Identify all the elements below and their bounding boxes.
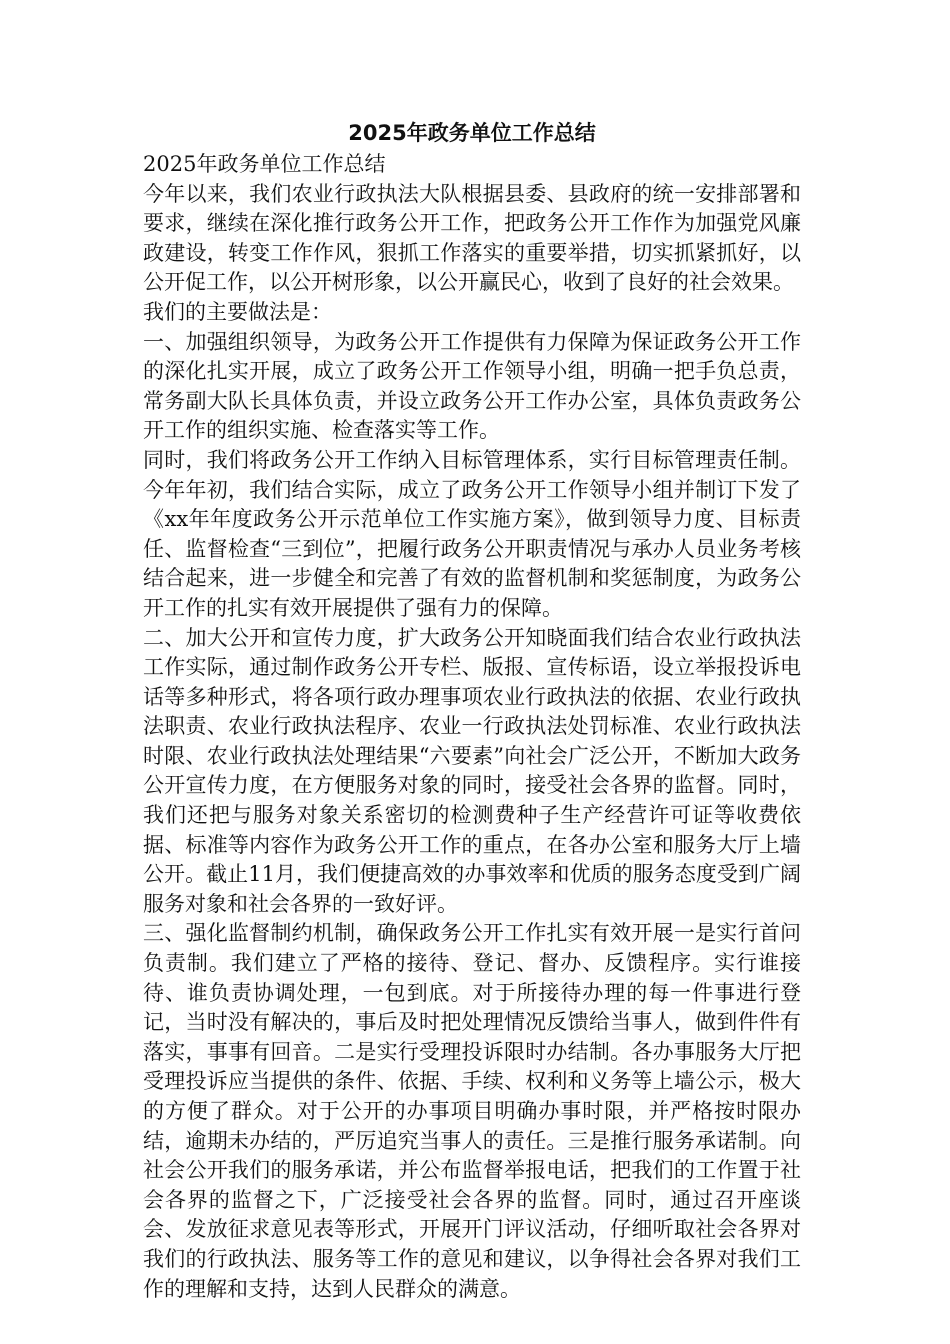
section-three-paragraph: 三、强化监督制约机制，确保政务公开工作扎实有效开展一是实行首问负责制。我们建立了严格的接待、登记、督办、反馈程序。实行谁接待、谁负责协调处理，一包到底。对于所接待办理的每一件事进行登记，当时没有解决的，事后及时把处理情况反馈给当事人，做到件件有落实，事事有回音。二是实行受理投诉限时办结制。各办事服务大厅把受理投诉应当提供的条件、依据、手续、权利和义务等上墙公示，极大的方便了群众。对于公开的办事项目明确办事时限，并严格按时限办结，逾期未办结的，严厉追究当事人的责任。三是推行服务承诺制。向社会公开我们的服务承诺，并公布监督举报电话，把我们的工作置于社会各界的监督之下，广泛接受社会各界的监督。同时，通过召开座谈会、发放征求意见表等形式，开展开门评议活动，仔细听取社会各界对我们的行政执法、服务等工作的意见和建议，以争得社会各界对我们工作的理解和支持，达到人民群众的满意。 <box>143 921 801 1301</box>
intro-paragraph: 今年以来，我们农业行政执法大队根据县委、县政府的统一安排部署和要求，继续在深化推行政务公开工作，把政务公开工作作为加强党风廉政建设，转变工作作风，狠抓工作落实的重要举措，切实抓紧抓好，以公开促工作，以公开树形象，以公开赢民心，收到了良好的社会效果。 <box>143 181 801 295</box>
section-one-continued-paragraph: 同时，我们将政务公开工作纳入目标管理体系，实行目标管理责任制。今年年初，我们结合实际，成立了政务公开工作领导小组并制订下发了《xx年年度政务公开示范单位工作实施方案》，做到领导力度、目标责任、监督检查“三到位”，把履行政务公开职责情况与承办人员业务考核结合起来，进一步健全和完善了有效的监督机制和奖惩制度，为政务公开工作的扎实有效开展提供了强有力的保障。 <box>143 447 801 620</box>
document-title: 2025年政务单位工作总结 <box>348 121 596 145</box>
methods-heading-paragraph: 我们的主要做法是： <box>143 299 332 324</box>
section-two-paragraph: 二、加大公开和宣传力度，扩大政务公开知晓面我们结合农业行政执法工作实际，通过制作政务公开专栏、版报、宣传标语，设立举报投诉电话等多种形式，将各项行政办理事项农业行政执法的依据、农业行政执法职责、农业行政执法程序、农业一行政执法处罚标准、农业行政执法时限、农业行政执法处理结果“六要素”向社会广泛公开，不断加大政务公开宣传力度，在方便服务对象的同时，接受社会各界的监督。同时，我们还把与服务对象关系密切的检测费种子生产经营许可证等收费依据、标准等内容作为政务公开工作的重点，在各办公室和服务大厅上墙公开。截止11月，我们便捷高效的办事效率和优质的服务态度受到广阔服务对象和社会各界的一致好评。 <box>143 625 801 916</box>
section-one-paragraph: 一、加强组织领导，为政务公开工作提供有力保障为保证政务公开工作的深化扎实开展，成立了政务公开工作领导小组，明确一把手负总责，常务副大队长具体负责，并设立政务公开工作办公室，具体负责政务公开工作的组织实施、检查落实等工作。 <box>143 329 801 443</box>
document-page <box>143 118 801 1304</box>
subtitle-paragraph: 2025年政务单位工作总结 <box>143 152 386 176</box>
